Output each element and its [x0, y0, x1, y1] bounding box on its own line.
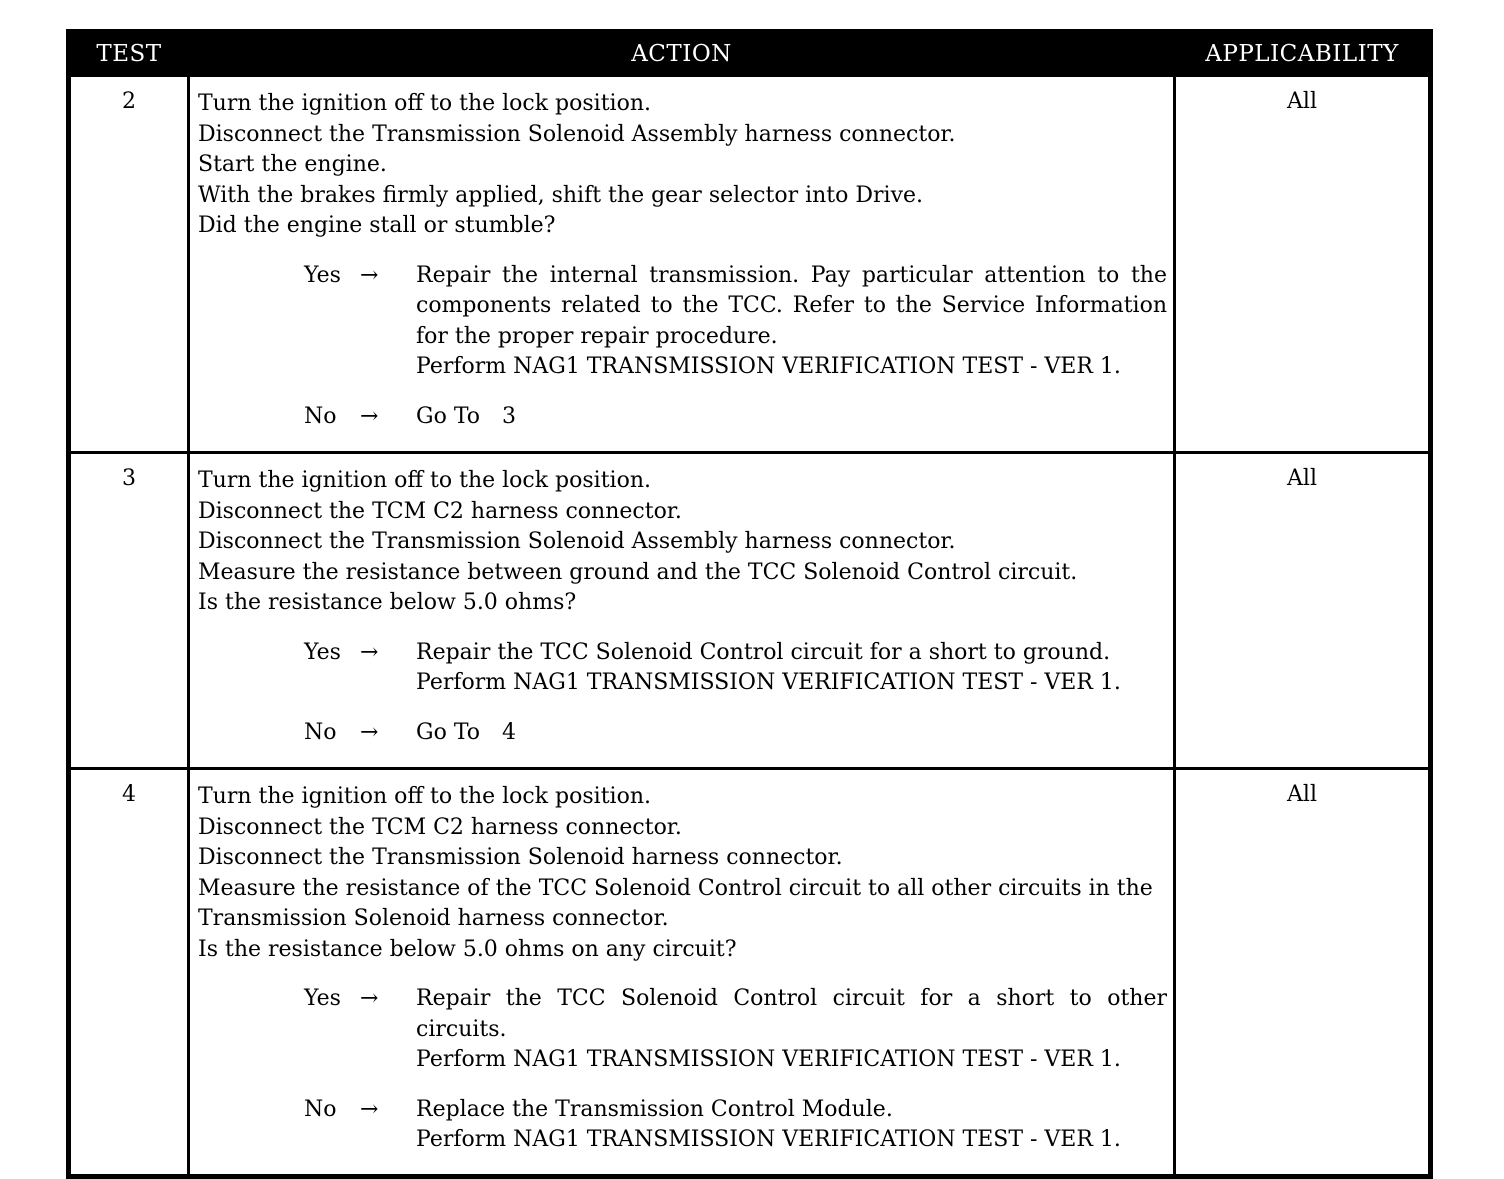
arrow-icon: → — [360, 1096, 379, 1122]
result-line: Replace the Transmission Control Module. — [416, 1096, 893, 1122]
verification-test-line: Perform NAG1 TRANSMISSION VERIFICATION TEST - VER 1. — [416, 670, 1121, 695]
yes-outcome — [304, 984, 1167, 1076]
yes-label: Yes — [304, 639, 341, 665]
action-cell — [189, 76, 1175, 453]
action-step: With the brakes firmly applied, shift the gear selector into Drive. — [198, 182, 924, 208]
action-step: Disconnect the Transmission Solenoid harness connector. — [198, 845, 843, 870]
action-question: Is the resistance below 5.0 ohms on any circuit? — [198, 936, 737, 962]
no-outcome — [304, 1095, 1167, 1156]
goto-text: Go To — [416, 403, 481, 429]
yes-outcome — [304, 261, 1167, 383]
yes-result — [416, 261, 1167, 383]
no-result — [416, 402, 1167, 433]
test-number: 4 — [69, 769, 189, 1177]
header-action: ACTION — [189, 32, 1175, 76]
test-row — [69, 769, 1431, 1177]
applicability-value: All — [1175, 769, 1431, 1177]
arrow-icon: → — [360, 719, 379, 745]
action-step: Turn the ignition off to the lock position. — [198, 784, 651, 809]
no-label: No — [304, 403, 337, 429]
action-question: Did the engine stall or stumble? — [198, 213, 556, 238]
action-step: Turn the ignition off to the lock position. — [198, 468, 651, 493]
yes-result — [416, 984, 1167, 1076]
no-label: No — [304, 719, 337, 745]
action-step: Disconnect the Transmission Solenoid Assembly harness connector. — [198, 121, 956, 147]
result-line: Repair the TCC Solenoid Control circuit for a short to ground. — [416, 639, 1111, 665]
action-step: Disconnect the TCM C2 harness connector. — [198, 498, 682, 524]
no-label: No — [304, 1096, 337, 1122]
header-applicability: APPLICABILITY — [1175, 32, 1431, 76]
table-header-row — [69, 32, 1431, 76]
arrow-icon: → — [360, 403, 379, 429]
applicability-value: All — [1175, 76, 1431, 453]
action-step: Start the engine. — [198, 152, 387, 177]
result-line: circuits. — [416, 1016, 507, 1042]
no-outcome — [304, 718, 1167, 749]
test-number: 2 — [69, 76, 189, 453]
verification-test-line: Perform NAG1 TRANSMISSION VERIFICATION TEST - VER 1. — [416, 1047, 1121, 1072]
header-test: TEST — [69, 32, 189, 76]
action-question: Is the resistance below 5.0 ohms? — [198, 590, 577, 615]
result-line: components related to the TCC. Refer to the Service Information — [416, 293, 1167, 318]
yes-result — [416, 638, 1167, 699]
goto-text: Go To — [416, 719, 481, 745]
result-line: Repair the internal transmission. Pay particular attention to the — [416, 262, 1167, 288]
no-result — [416, 718, 1167, 749]
no-outcome — [304, 402, 1167, 433]
test-row — [69, 453, 1431, 769]
no-result — [416, 1095, 1167, 1156]
result-line: for the proper repair procedure. — [416, 323, 778, 349]
action-step: Disconnect the Transmission Solenoid Assembly harness connector. — [198, 529, 956, 554]
test-row — [69, 76, 1431, 453]
action-step: Disconnect the TCM C2 harness connector. — [198, 814, 682, 840]
action-cell — [189, 453, 1175, 769]
arrow-icon: → — [360, 986, 379, 1011]
goto-target-link[interactable]: 4 — [502, 719, 517, 745]
goto-target-link[interactable]: 3 — [502, 403, 517, 429]
verification-test-line: Perform NAG1 TRANSMISSION VERIFICATION TEST - VER 1. — [416, 354, 1121, 379]
arrow-icon: → — [360, 639, 379, 665]
diagnostic-test-table — [66, 29, 1433, 1179]
test-number: 3 — [69, 453, 189, 769]
action-step: Turn the ignition off to the lock position. — [198, 91, 651, 116]
action-step: Measure the resistance between ground and the TCC Solenoid Control circuit. — [198, 559, 1078, 585]
action-cell — [189, 769, 1175, 1177]
result-line: Repair the TCC Solenoid Control circuit for a short to other — [416, 986, 1167, 1011]
arrow-icon: → — [360, 262, 379, 288]
yes-outcome — [304, 638, 1167, 699]
action-step: Measure the resistance of the TCC Solenoid Control circuit to all other circuits in the — [198, 875, 1153, 901]
yes-label: Yes — [304, 262, 341, 288]
verification-test-line: Perform NAG1 TRANSMISSION VERIFICATION TEST - VER 1. — [416, 1127, 1121, 1152]
yes-label: Yes — [304, 986, 341, 1011]
applicability-value: All — [1175, 453, 1431, 769]
action-step: Transmission Solenoid harness connector. — [198, 906, 669, 931]
